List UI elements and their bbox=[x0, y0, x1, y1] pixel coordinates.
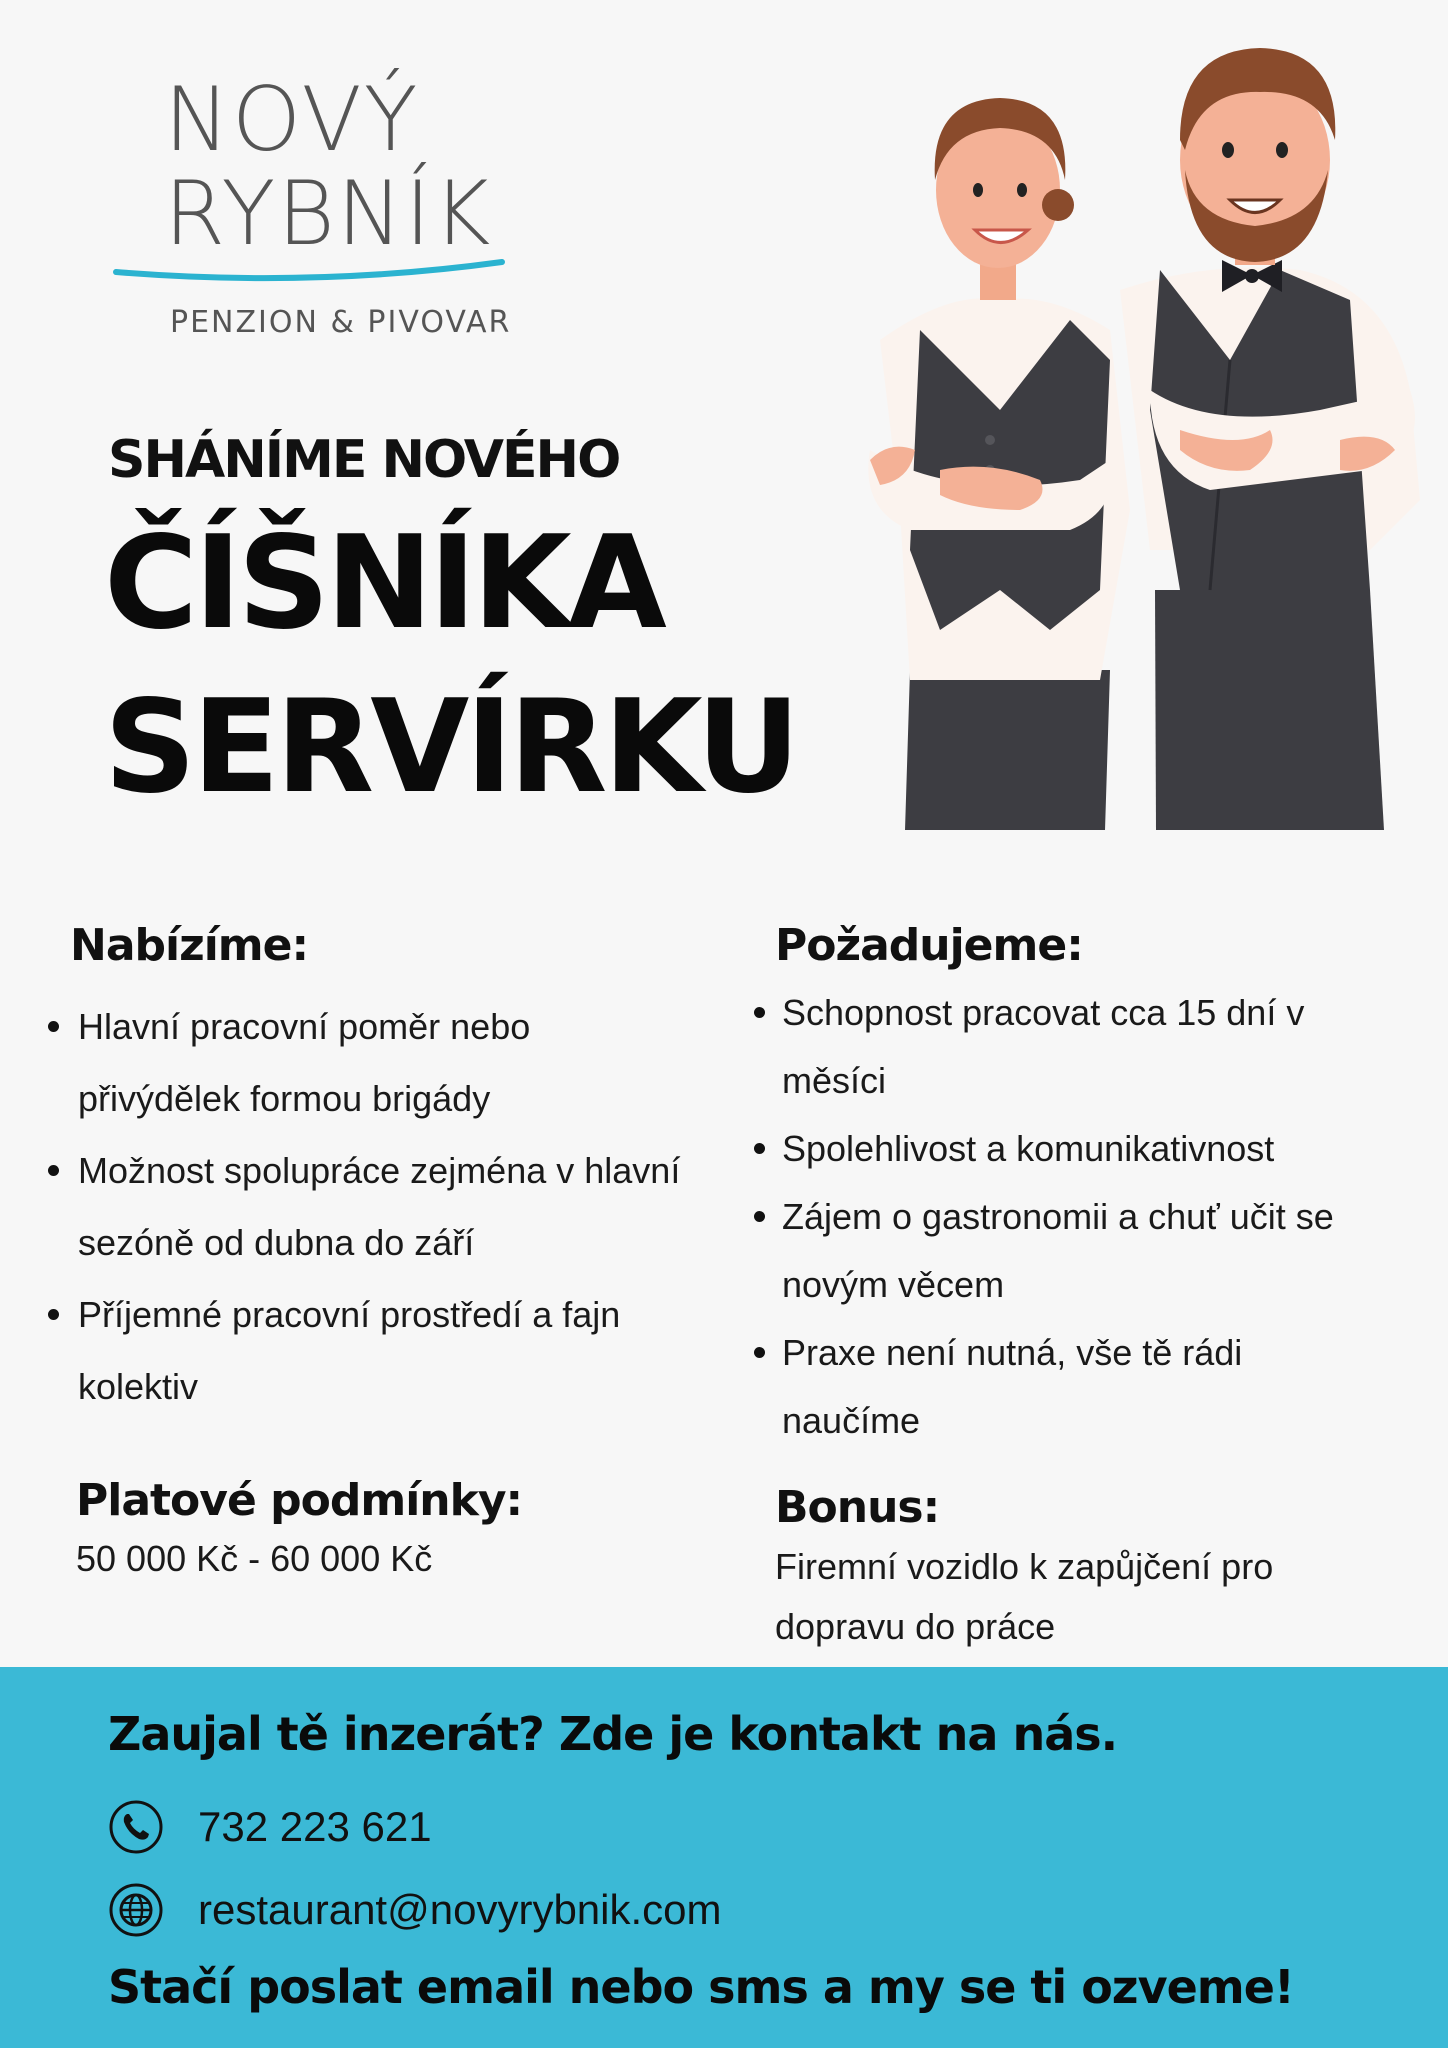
list-item: Spolehlivost a komunikativnost bbox=[750, 1115, 1370, 1183]
salary-value: 50 000 Kč - 60 000 Kč bbox=[76, 1538, 433, 1579]
list-item: Možnost spolupráce zejména v hlavní sezóně od dubna do září bbox=[40, 1135, 700, 1279]
bonus-title: Bonus: bbox=[775, 1482, 940, 1533]
requirements-list bbox=[750, 979, 1370, 1455]
requirements-section bbox=[750, 920, 1370, 1455]
phone-contact[interactable] bbox=[108, 1797, 432, 1857]
phone-number[interactable]: 732 223 621 bbox=[198, 1803, 432, 1850]
logo-subtitle: PENZION & PIVOVAR bbox=[170, 305, 512, 340]
headline-line1: ČÍŠNÍKA bbox=[104, 509, 663, 658]
salary-title: Platové podmínky: bbox=[76, 1475, 523, 1526]
offer-list bbox=[40, 991, 700, 1423]
offer-title: Nabízíme: bbox=[70, 920, 309, 971]
email-contact[interactable] bbox=[108, 1880, 722, 1940]
logo-line2: RYBNÍK bbox=[164, 162, 493, 265]
list-item: Schopnost pracovat cca 15 dní v měsíci bbox=[750, 979, 1370, 1115]
offer-section bbox=[40, 920, 700, 1423]
headline-line2: SERVÍRKU bbox=[104, 673, 797, 822]
bonus-section bbox=[775, 1482, 1395, 1657]
logo-swoosh-icon bbox=[112, 250, 512, 290]
logo bbox=[112, 60, 572, 350]
list-item: Zájem o gastronomii a chuť učit se novým věcem bbox=[750, 1183, 1370, 1319]
footer-closing: Stačí poslat email nebo sms a my se ti ozveme! bbox=[108, 1960, 1294, 2014]
list-item: Praxe není nutná, vše tě rádi naučíme bbox=[750, 1319, 1370, 1455]
footer-title: Zaujal tě inzerát? Zde je kontakt na nás. bbox=[108, 1707, 1118, 1761]
waitress-figure-icon bbox=[868, 98, 1130, 830]
email-address[interactable]: restaurant@novyrybnik.com bbox=[198, 1886, 722, 1933]
salary-section bbox=[76, 1475, 522, 1580]
list-item: Hlavní pracovní poměr nebo přivýdělek formou brigády bbox=[40, 991, 700, 1135]
requirements-title: Požadujeme: bbox=[775, 920, 1083, 971]
phone-icon bbox=[108, 1799, 164, 1855]
staff-illustration bbox=[850, 30, 1448, 830]
waiter-figure-icon bbox=[1120, 48, 1420, 830]
logo-line1: NOVÝ bbox=[164, 68, 420, 171]
bonus-value: Firemní vozidlo k zapůjčení pro dopravu do práce bbox=[775, 1546, 1274, 1647]
globe-icon bbox=[108, 1882, 164, 1938]
headline-small: SHÁNÍME NOVÉHO bbox=[108, 430, 620, 490]
list-item: Příjemné pracovní prostředí a fajn kolektiv bbox=[40, 1279, 700, 1423]
